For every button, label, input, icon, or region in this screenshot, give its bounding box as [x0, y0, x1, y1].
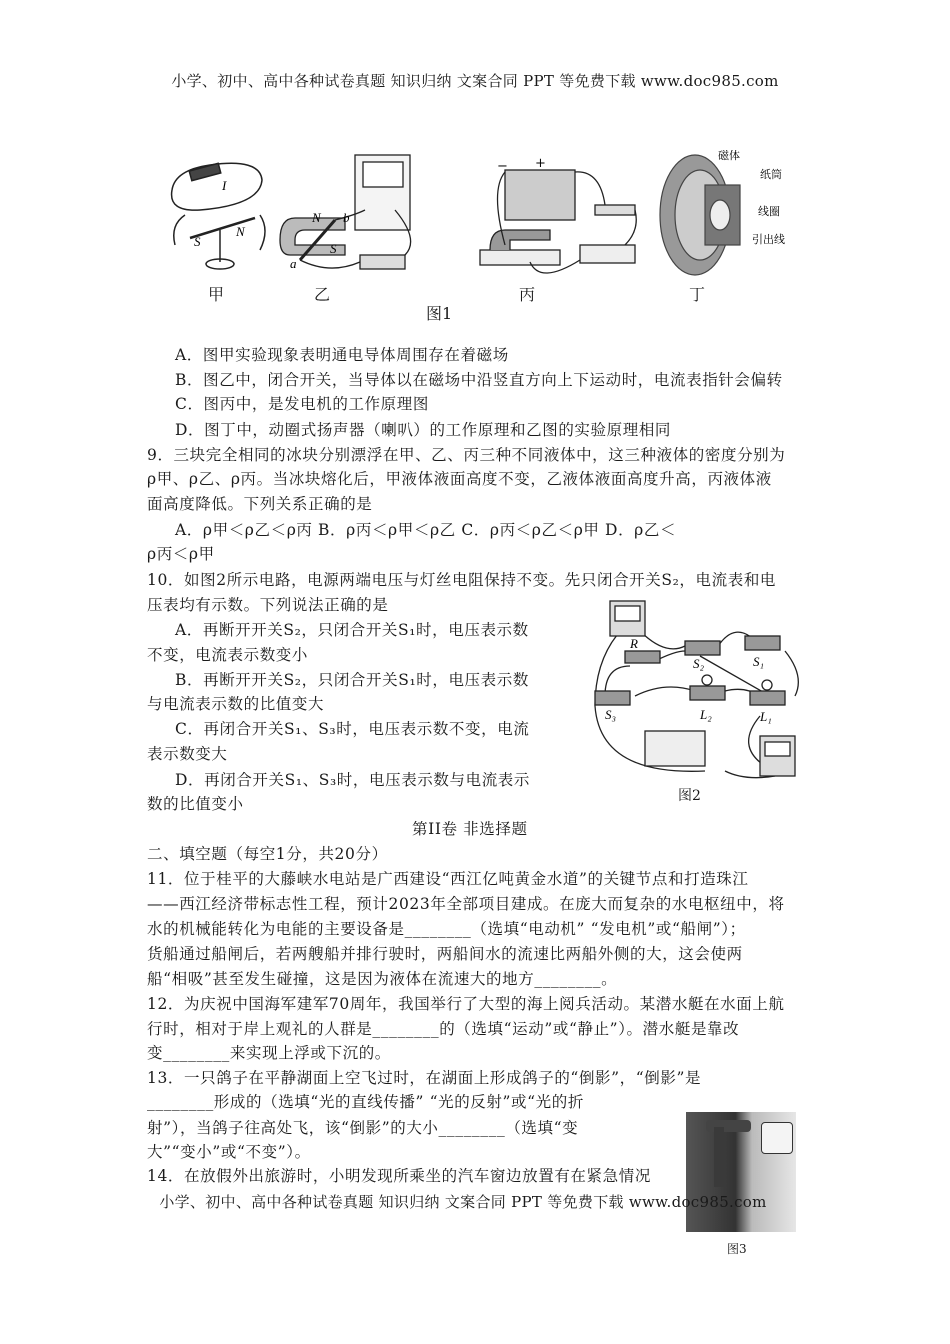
label-n: N: [236, 224, 245, 239]
figure-jia: [172, 163, 265, 269]
q10-option-b: B．再断开开关S₂，只闭合开关S₁时，电压表示数: [175, 671, 529, 689]
figure-bing: [480, 170, 636, 273]
label-plus: +: [535, 156, 546, 171]
figure-1-illustration: [160, 150, 810, 300]
q9-options-cont: ρ丙＜ρ甲: [147, 545, 215, 563]
label-current: I: [222, 178, 227, 193]
label-s2: S₂: [693, 656, 705, 671]
q10-option-a-cont: 不变，电流表示数变小: [147, 646, 309, 664]
figure-3-caption: 图3: [727, 1242, 747, 1256]
q10-option-c: C．再闭合开关S₁、S₃时，电压表示数不变，电流: [175, 720, 530, 738]
q8-option-a: A．图甲实验现象表明通电导体周围存在着磁场: [175, 346, 509, 364]
q10-option-b-cont: 与电流表示数的比值变大: [147, 695, 325, 713]
q8-option-c: C．图丙中，是发电机的工作原理图: [175, 395, 429, 413]
q11-text: 水的机械能转化为电能的主要设备是________（选填“电动机” “发电机”或“船闸”）；: [147, 920, 746, 938]
label-s-yi: S: [330, 241, 337, 256]
q11-text: 船“相吸”甚至发生碰撞，这是因为液体在流速大的地方________。: [147, 970, 618, 988]
q10-option-d: D．再闭合开关S₁、S₃时，电压表示数与电流表示: [175, 771, 530, 789]
q11-text: 11．位于桂平的大藤峡水电站是广西建设“西江亿吨黄金水道”的关键节点和打造珠江: [147, 870, 749, 888]
hammer-handle: [714, 1127, 724, 1187]
q9-text: 面高度降低。下列关系正确的是: [147, 495, 373, 513]
label-n-yi: N: [312, 210, 321, 225]
q9-text: 9．三块完全相同的冰块分别漂浮在甲、乙、丙三种不同液体中，这三种液体的密度分别为: [147, 446, 786, 464]
q12-text: 12．为庆祝中国海军建军70周年，我国举行了大型的海上阅兵活动。某潜水艇在水面上航: [147, 995, 785, 1013]
q9-options: A．ρ甲＜ρ乙＜ρ丙 B．ρ丙＜ρ甲＜ρ乙 C．ρ丙＜ρ乙＜ρ甲 D．ρ乙＜: [175, 521, 677, 539]
label-a: a: [290, 256, 297, 271]
label-b: b: [343, 210, 350, 225]
figure-2-caption: 图2: [678, 788, 701, 804]
q10-text: 压表均有示数。下列说法正确的是: [147, 596, 389, 614]
q11-text: 货船通过船闸后，若两艘船并排行驶时，两船间水的流速比两船外侧的大，这会使两: [147, 945, 743, 963]
q12-text: 变________来实现上浮或下沉的。: [147, 1044, 391, 1062]
label-magnet: 磁体: [718, 150, 740, 162]
label-s3: S₃: [605, 707, 617, 722]
q13-text: 射”），当鸽子往高处飞，该“倒影”的大小________（选填“变: [147, 1119, 579, 1137]
panel-label-yi: 乙: [314, 285, 331, 304]
label-lead-wire: 引出线: [752, 233, 785, 246]
label-minus: −: [497, 159, 508, 174]
label-l1: L₁: [760, 709, 772, 724]
label-s: S: [194, 234, 201, 249]
q12-text: 行时，相对于岸上观礼的人群是________的（选填“运动”或“静止”）。潜水艇是靠改: [147, 1020, 740, 1038]
label-r: R: [630, 636, 638, 651]
inset-box: [761, 1122, 793, 1154]
page-footer: 小学、初中、高中各种试卷真题 知识归纳 文案合同 PPT 等免费下载 www.doc985.com: [159, 1193, 767, 1211]
panel-label-ding: 丁: [689, 285, 706, 304]
figure-2-circuit: [585, 596, 810, 791]
q11-text: ——西江经济带标志性工程，预计2023年全部项目建成。在庞大而复杂的水电枢纽中，将: [147, 895, 785, 913]
q9-text: ρ甲、ρ乙、ρ丙。当冰块熔化后，甲液体液面高度不变，乙液体液面高度升高，丙液体液: [147, 470, 772, 488]
label-l2: L₂: [700, 707, 712, 722]
q13-text: 大”“变小”或“不变”）。: [147, 1143, 311, 1161]
q10-option-c-cont: 表示数变大: [147, 745, 228, 763]
figure-3-photo: [686, 1112, 796, 1232]
q10-option-a: A．再断开开关S₂，只闭合开关S₁时，电压表示数: [175, 621, 529, 639]
panel-label-jia: 甲: [208, 285, 225, 304]
panel-label-bing: 丙: [519, 285, 536, 304]
q14-text: 14．在放假外出旅游时，小明发现所乘坐的汽车窗边放置有在紧急情况: [147, 1167, 651, 1185]
q8-option-d: D．图丁中，动圈式扬声器（喇叭）的工作原理和乙图的实验原理相同: [175, 421, 672, 439]
label-coil: 线圈: [758, 205, 780, 218]
hammer-head: [706, 1120, 751, 1132]
q8-option-b: B．图乙中，闭合开关，当导体以在磁场中沿竖直方向上下运动时，电流表指针会偏转: [175, 371, 783, 389]
q13-text: 13．一只鸽子在平静湖面上空飞过时，在湖面上形成鸽子的“倒影”，“倒影”是: [147, 1069, 702, 1087]
label-s1: S₁: [753, 654, 765, 669]
section-title: 第II卷 非选择题: [412, 820, 528, 838]
q10-text: 10．如图2所示电路，电源两端电压与灯丝电阻保持不变。先只闭合开关S₂，电流表和电: [147, 571, 777, 589]
figure-1-caption: 图1: [426, 304, 453, 323]
q13-text: ________形成的（选填“光的直线传播” “光的反射”或“光的折: [147, 1093, 584, 1111]
page-header: 小学、初中、高中各种试卷真题 知识归纳 文案合同 PPT 等免费下载 www.doc985.com: [171, 72, 779, 90]
section-heading: 二、填空题（每空1分，共20分）: [147, 845, 388, 863]
q10-option-d-cont: 数的比值变小: [147, 795, 244, 813]
figure-ding: [660, 155, 740, 275]
label-paper-tube: 纸筒: [760, 168, 782, 181]
